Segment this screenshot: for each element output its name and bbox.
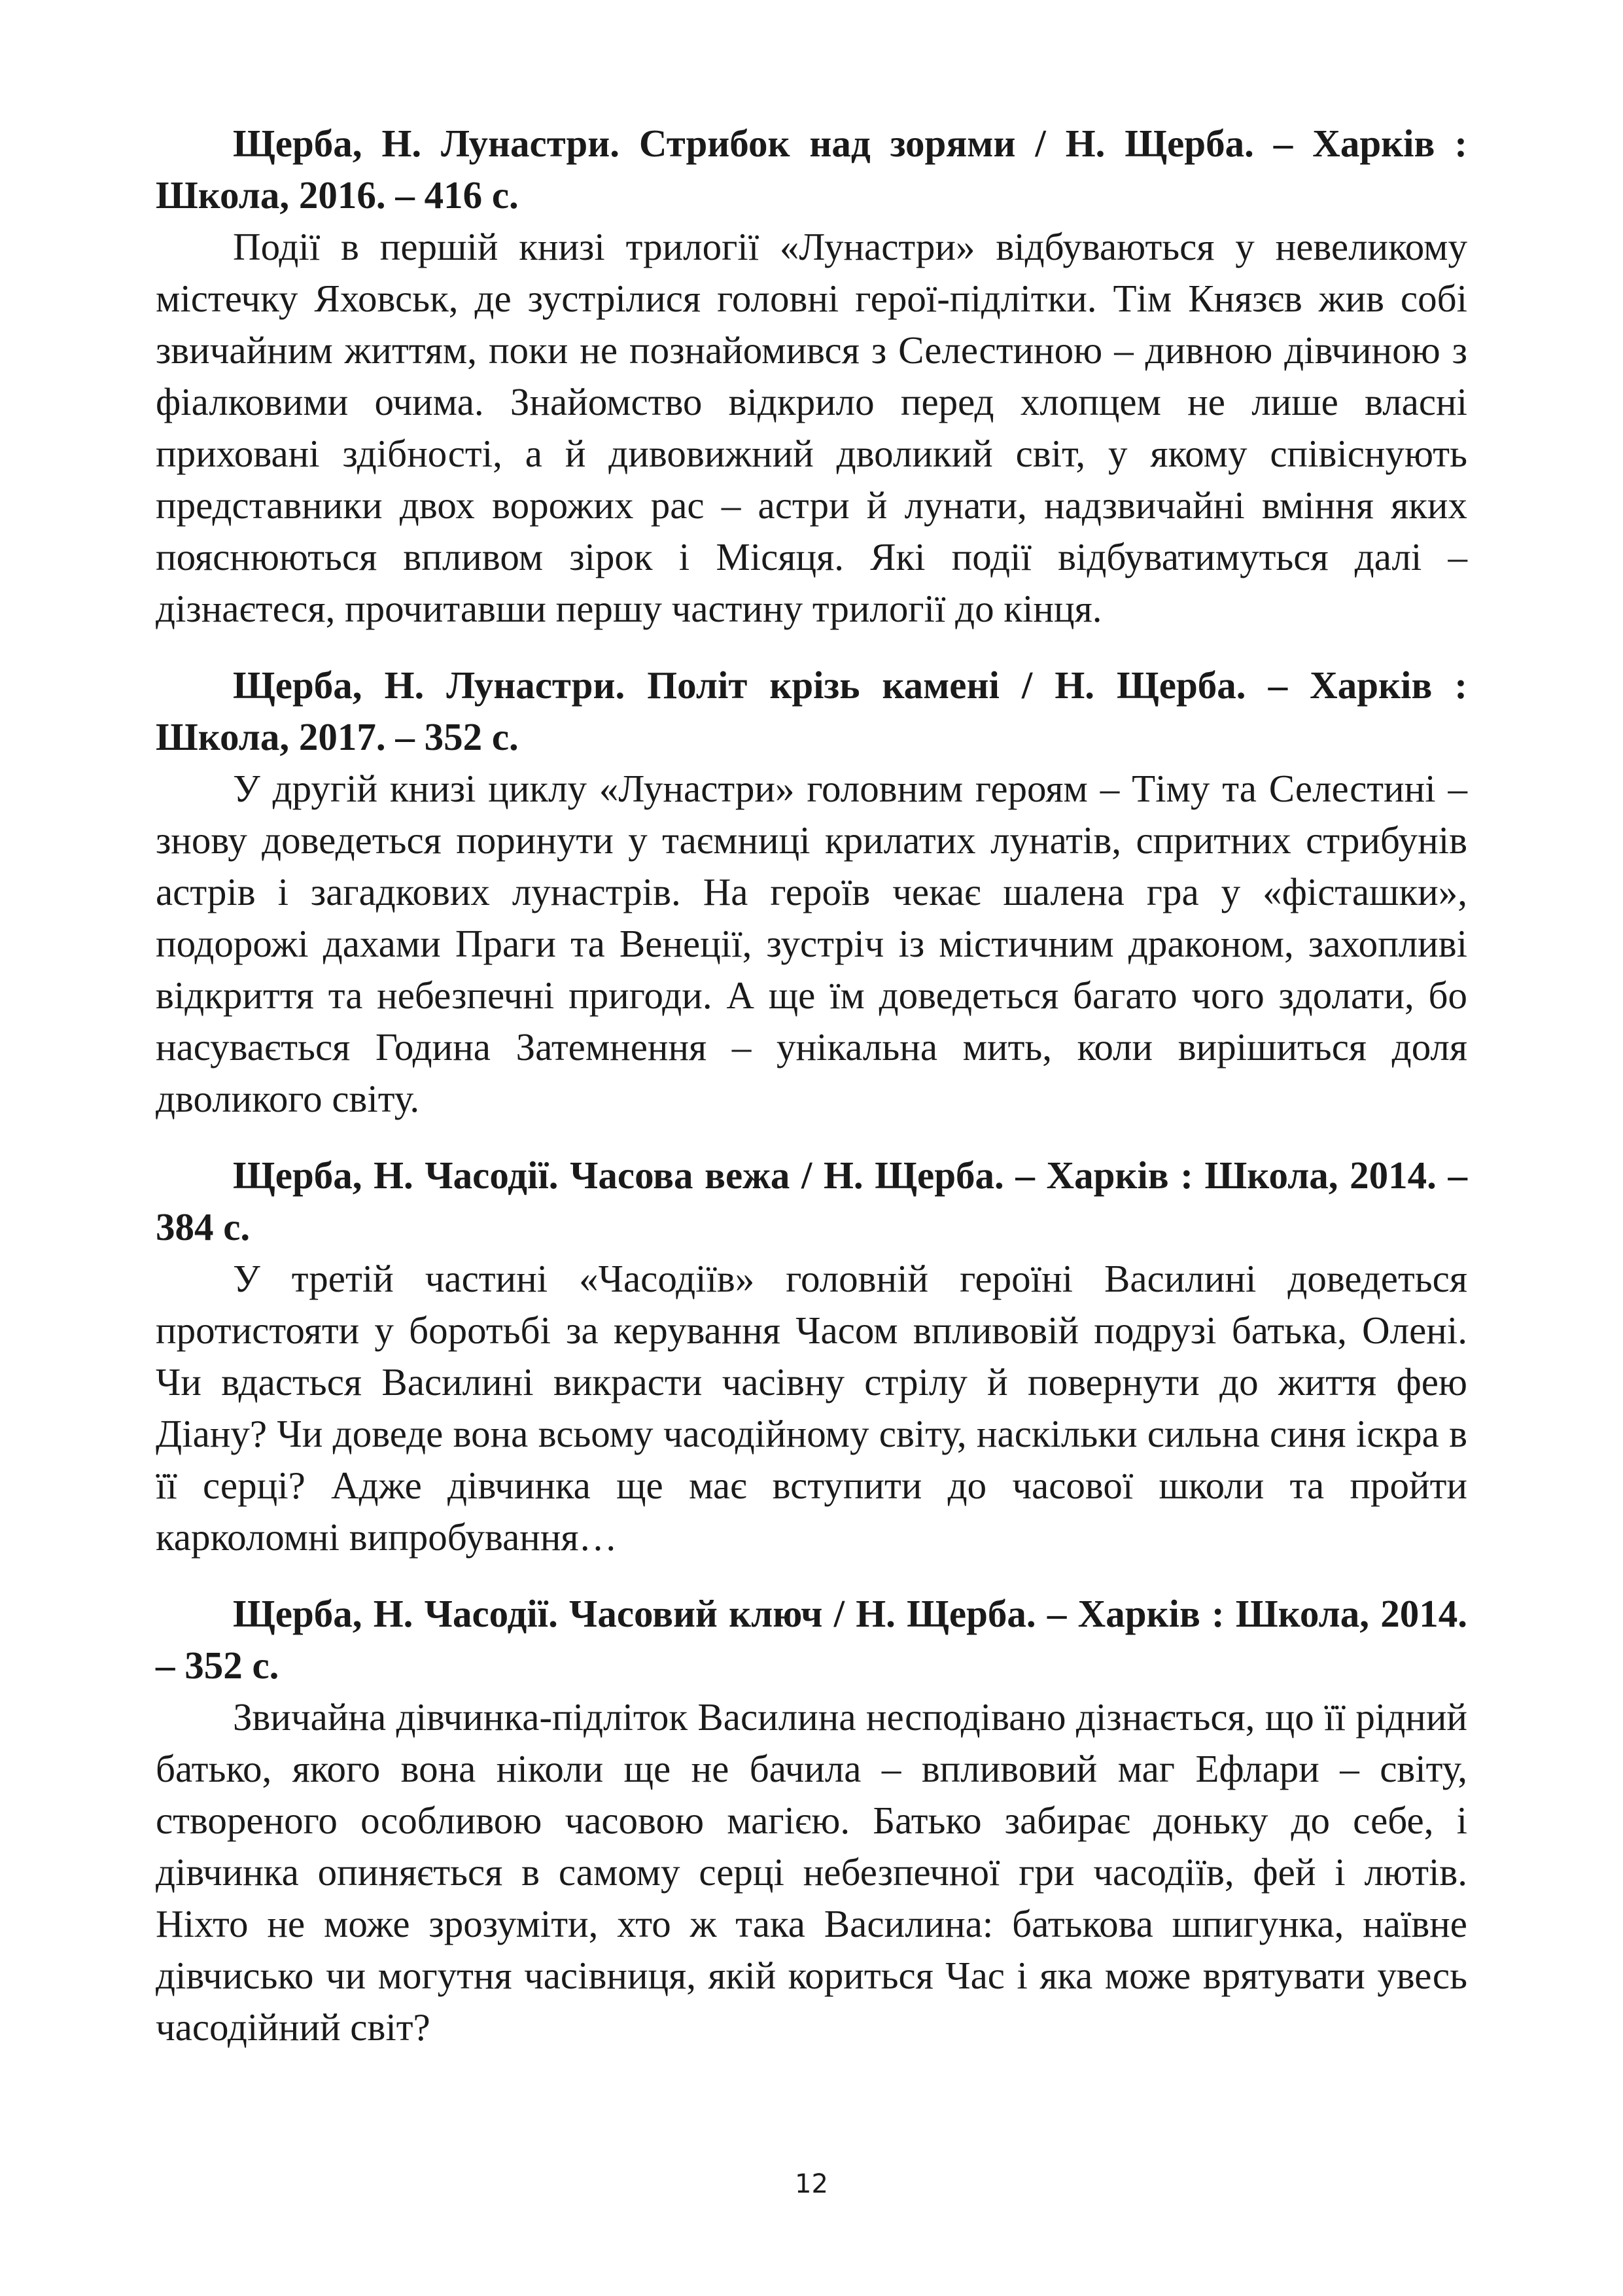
page-content [156, 118, 1467, 2078]
entry-title: Щерба, Н. Часодії. Часовий ключ / Н. Щерба. – Харків : Школа, 2014. – 352 с. [156, 1592, 1467, 1687]
entry-title: Щерба, Н. Часодії. Часова вежа / Н. Щерба. – Харків : Школа, 2014. – 384 с. [156, 1154, 1467, 1248]
entry-description: У третій частині «Часодіїв» головній героїні Василині доведеться протистояти у боротьбі за керування Часом впливовій подрузі батька, Олені. Чи вдасться Василині викрасти часівну стрілу й повернути до життя фею Діану? Чи доведе вона всьому часодійному світу, наскільки сильна синя іскра в її серці? Адже дівчинка ще має вступити до часової школи та пройти карколомні випробування… [156, 1257, 1467, 1559]
book-entry-3 [156, 1150, 1467, 1563]
entry-description: Звичайна дівчинка-підліток Василина несподівано дізнається, що її рідний батько, якого вона ніколи ще не бачила – впливовий маг Ефлари – світу, створеного особливою часовою магією. Батько забирає доньку до себе, і дівчинка опиняється в самому серці небезпечної гри часодіїв, фей і лютів. Ніхто не може зрозуміти, хто ж така Василина: батькова шпигунка, наївне дівчисько чи могутня часівниця, якій кориться Час і яка може врятувати увесь часодійний світ? [156, 1695, 1467, 2049]
book-entry-2 [156, 660, 1467, 1125]
entry-title: Щерба, Н. Лунастри. Політ крізь камені / Н. Щерба. – Харків : Школа, 2017. – 352 с. [156, 663, 1467, 758]
entry-description: Події в першій книзі трилогії «Лунастри» відбуваються у невеликому містечку Яховськ, де зустрілися головні герої-підлітки. Тім Князєв жив собі звичайним життям, поки не познайомився з Селестиною – дивною дівчиною з фіалковими очима. Знайомство відкрило перед хлопцем не лише власні приховані здібності, а й дивовижний дволикий світ, у якому співіснують представники двох ворожих рас – астри й лунати, надзвичайні вміння яких пояснюються впливом зірок і Місяця. Які події відбуватимуться далі – дізнаєтеся, прочитавши першу частину трилогії до кінця. [156, 225, 1467, 630]
entry-description: У другій книзі циклу «Лунастри» головним героям – Тіму та Селестині – знову доведеться поринути у таємниці крилатих лунатів, спритних стрибунів астрів і загадкових лунастрів. На героїв чекає шалена гра у «фісташки», подорожі дахами Праги та Венеції, зустріч із містичним драконом, захопливі відкриття та небезпечні пригоди. А ще їм доведеться багато чого здолати, бо насувається Година Затемнення – унікальна мить, коли вирішиться доля дволикого світу. [156, 767, 1467, 1120]
entry-title: Щерба, Н. Лунастри. Стрибок над зорями / Н. Щерба. – Харків : Школа, 2016. – 416 с. [156, 122, 1467, 217]
book-entry-1 [156, 118, 1467, 635]
page-number: 12 [795, 2169, 828, 2199]
book-entry-4 [156, 1588, 1467, 2053]
